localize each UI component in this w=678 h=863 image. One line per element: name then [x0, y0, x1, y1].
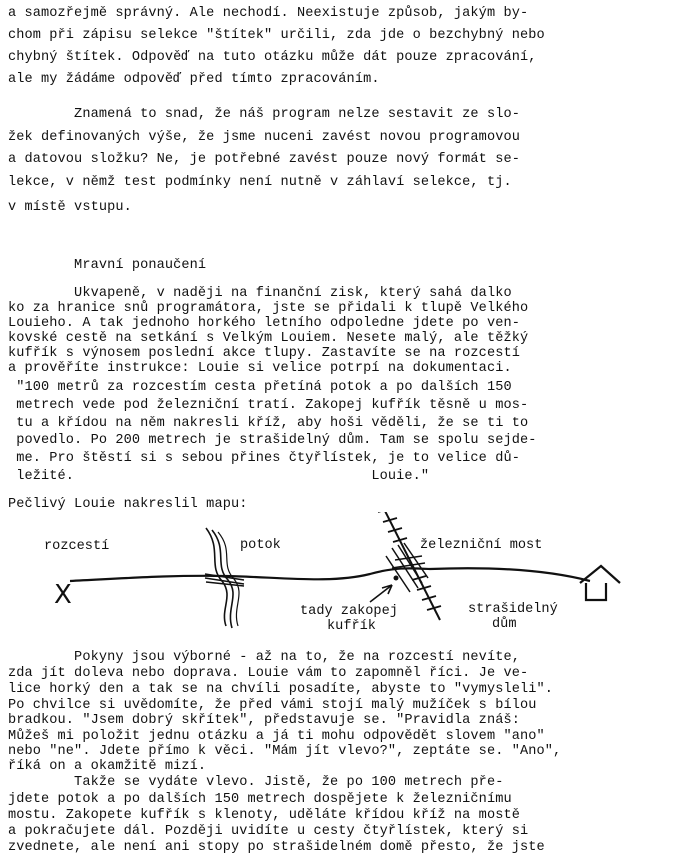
text-line: lekce, v němž test podmínky není nutně v záhlaví selekce, tj.	[8, 175, 512, 190]
text-line: zvednete, ale není ani stopy po strašidelném domě přesto, že jste	[8, 840, 545, 855]
map-intro: Pečlivý Louie nakreslil mapu:	[8, 497, 248, 512]
text-line: říká on a okamžitě mizí.	[8, 759, 207, 774]
text-line: Pokyny jsou výborné - až na to, že na rozcestí nevíte,	[8, 650, 520, 665]
text-line: Ukvapeně, v naději na finanční zisk, který sahá dalko	[8, 286, 512, 301]
label-crossroads: rozcestí	[44, 539, 110, 554]
house-icon	[580, 566, 620, 600]
text-line: chybný štítek. Odpověď na tuto otázku může dát pouze zpracování,	[8, 50, 537, 65]
text-line: nebo "ne". Jdete přímo k věci. "Mám jít vlevo?", zeptáte se. "Ano",	[8, 744, 562, 759]
text-line: Po chvilce si uvědomíte, že před vámi stojí malý mužíček s bílou	[8, 698, 537, 713]
text-line: povedlo. Po 200 metrech je strašidelný dům. Tam se spolu sejde-	[8, 433, 537, 448]
text-line: mostu. Zakopete kufřík s klenoty, uděláte křídou kříž na mostě	[8, 808, 520, 823]
text-line: lice horký den a tak se na chvíli posadíte, abyste to "vymysleli".	[8, 682, 553, 697]
text-line: Znamená to snad, že náš program nelze sestavit ze slo-	[8, 107, 520, 122]
text-line: "100 metrů za rozcestím cesta přetíná potok a po dalších 150	[8, 380, 512, 395]
map-road	[70, 568, 590, 581]
text-line: kovské cestě na setkání s Velkým Louiem. Nesete malý, ale těžký	[8, 331, 529, 346]
section-heading: Mravní ponaučení	[8, 258, 207, 273]
text-line: Louieho. A tak jednoho horkého letního odpoledne jdete po ven-	[8, 316, 520, 331]
text-line: Takže se vydáte vlevo. Jistě, že po 100 metrech pře-	[8, 775, 504, 790]
label-dig: tady zakopej	[300, 604, 398, 619]
text-line: ležité. Louie."	[8, 469, 430, 484]
dig-spot	[394, 576, 399, 581]
text-line: metrech vede pod železniční tratí. Zakopej kufřík těsně u mos-	[8, 398, 529, 413]
label-stream: potok	[240, 538, 281, 553]
text-line: jdete potok a po dalších 150 metrech dospějete k železničnímu	[8, 792, 512, 807]
text-line: ale my žádáme odpověď před tímto zpracováním.	[8, 72, 380, 87]
text-line: kufřík s výnosem poslední akce tlupy. Zastavíte se na rozcestí	[8, 346, 520, 361]
label-bridge: železniční most	[420, 538, 543, 553]
text-line: me. Pro štěstí si s sebou přines čtyřlístek, je to velice dů-	[8, 451, 520, 466]
start-marker: X	[54, 580, 72, 610]
text-line: zda jít doleva nebo doprava. Louie vám to zapomněl říci. Je ve-	[8, 666, 529, 681]
label-dig: kufřík	[327, 619, 376, 634]
text-line: chom při zápisu selekce "štítek" určili, zda jde o bezchybný nebo	[8, 28, 545, 43]
text-line: tu a křídou na něm nakresli kříž, aby hoši věděli, že se ti to	[8, 416, 529, 431]
text-line: žek definovaných výše, že jsme nuceni zavést novou programovou	[8, 130, 520, 145]
text-line: bradkou. "Jsem dobrý skřítek", představuje se. "Pravidla znáš:	[8, 713, 520, 728]
text-line: Můžeš mi položit jednu otázku a já ti mohu odpovědět slovem "ano"	[8, 729, 545, 744]
text-line: v místě vstupu.	[8, 200, 132, 215]
text-line: a prověříte instrukce: Louie si velice potrpí na dokumentaci.	[8, 361, 512, 376]
label-house: strašidelný	[468, 602, 558, 617]
text-line: a pokračujete dál. Později uvidíte u cesty čtyřlístek, který si	[8, 824, 529, 839]
text-line: a datovou složku? Ne, je potřebné zavést pouze nový formát se-	[8, 152, 520, 167]
treasure-map	[0, 512, 678, 642]
text-line: a samozřejmě správný. Ale nechodí. Neexistuje způsob, jakým by-	[8, 6, 529, 21]
text-line: ko za hranice snů programátora, jste se přidali k tlupě Velkého	[8, 301, 529, 316]
label-house: dům	[492, 617, 517, 632]
